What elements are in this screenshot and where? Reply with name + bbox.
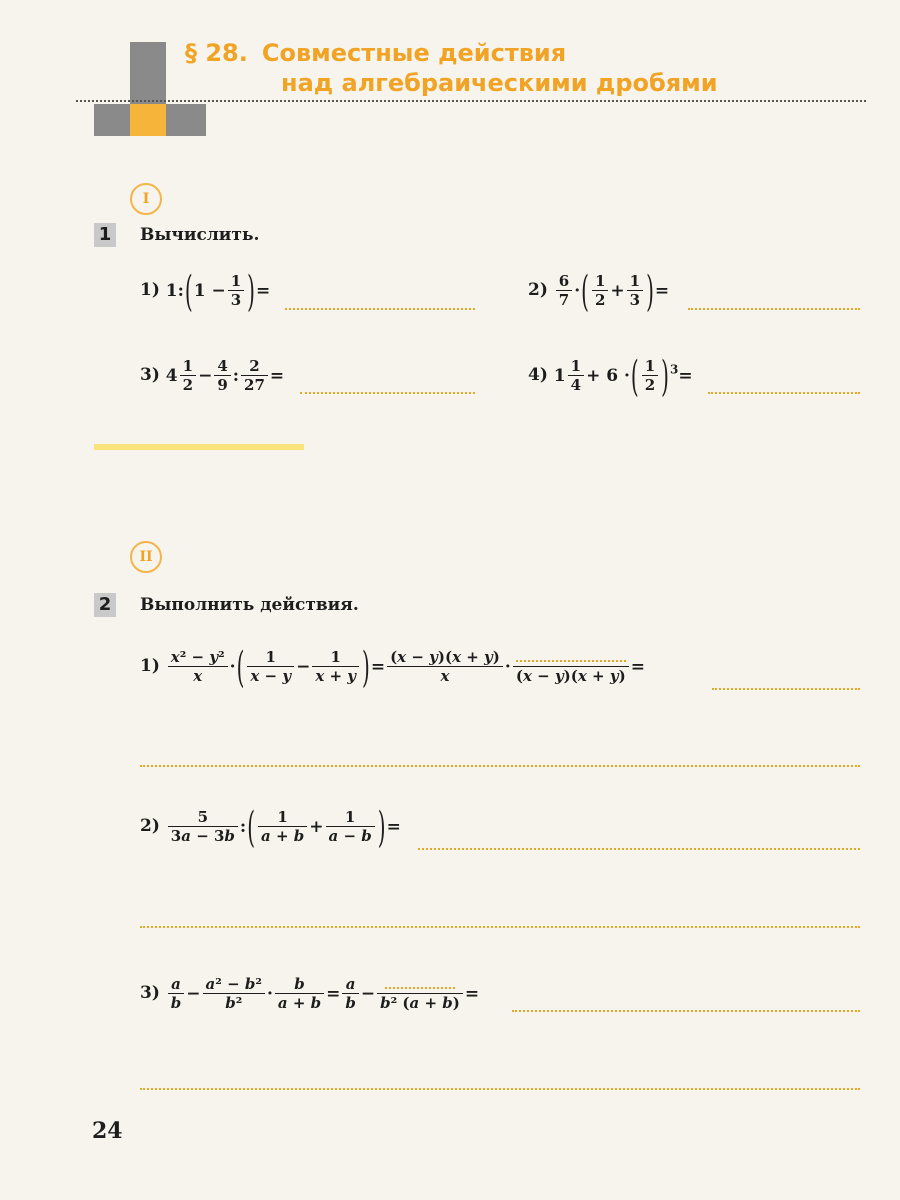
answer-field[interactable]	[688, 308, 860, 310]
answer-field[interactable]	[712, 688, 860, 690]
exercise-2-2: 2) $\frac{5}{3a - 3b}$ :( $\frac{1}{a + b}$ + $\frac{1}{a - b}$ )=	[140, 801, 401, 852]
task-heading: Выполнить действия.	[140, 595, 359, 615]
header-block	[94, 104, 130, 136]
task-heading: Вычислить.	[140, 225, 260, 245]
answer-field[interactable]	[418, 848, 860, 850]
level-marker-label: I	[142, 191, 150, 207]
level-marker-2	[130, 541, 162, 573]
task-number	[94, 593, 116, 617]
exercise-2-3: 3) $\frac{a}{b}$ − $\frac{\text{a² − b²}}{\text{b²}}$ · $\frac{b}{a + b}$ = $\frac{a}{b}$ − b² (a + b) =	[140, 975, 480, 1012]
exercise-1-3: 3) 4 $\frac{1}{2}$ − $\frac{4}{9}$ : $\frac{2}{27}$ =	[140, 357, 285, 394]
exercise-label: 2)	[528, 280, 548, 300]
level-marker-label: II	[139, 549, 153, 565]
exercise-1-4: 4) 1 $\frac{1}{4}$ + 6 ·( $\frac{1}{2}$ )$^3$=	[528, 350, 693, 401]
exercise-2-1: 1) $\frac{\text{x² − y²}}{x}$ ·( $\frac{1}{x - y}$ − $\frac{1}{x + y}$ )= $\frac{(x - y)(x + y)}{x}$ · (x − y)(x + y) =	[140, 641, 646, 692]
level-marker-1	[130, 183, 162, 215]
section-number: § 28.	[185, 39, 248, 67]
section-title-line2: над алгебраическими дробями	[281, 69, 718, 97]
exercise-label: 1)	[140, 656, 160, 676]
task-number-label: 2	[98, 594, 112, 615]
header-block	[130, 42, 166, 104]
task-number	[94, 223, 116, 247]
answer-field[interactable]	[140, 765, 860, 767]
section-title	[185, 38, 718, 98]
exercise-1-2: 2) $\frac{6}{7}$ ·( $\frac{1}{2}$ + $\frac{1}{3}$ )=	[528, 265, 670, 316]
exercise-label: 3)	[140, 365, 160, 385]
answer-field[interactable]	[285, 308, 475, 310]
page-number: 24	[92, 1118, 123, 1144]
header-block	[166, 104, 206, 136]
header-rule	[76, 100, 866, 102]
answer-field[interactable]	[708, 392, 860, 394]
answer-field[interactable]	[140, 1088, 860, 1090]
exercise-label: 2)	[140, 816, 160, 836]
header-block-accent	[130, 104, 166, 136]
answer-field[interactable]	[140, 926, 860, 928]
exercise-label: 1)	[140, 280, 160, 300]
section-title-line1: Совместные действия	[261, 39, 567, 67]
exercise-label: 4)	[528, 365, 548, 385]
exercise-1-1: 1) 1:(1 − $\frac{1}{3}$ )=	[140, 265, 271, 316]
answer-field[interactable]	[300, 392, 475, 394]
answer-field[interactable]	[512, 1010, 860, 1012]
exercise-label: 3)	[140, 983, 160, 1003]
task-number-label: 1	[98, 224, 112, 245]
section-divider	[94, 444, 304, 450]
